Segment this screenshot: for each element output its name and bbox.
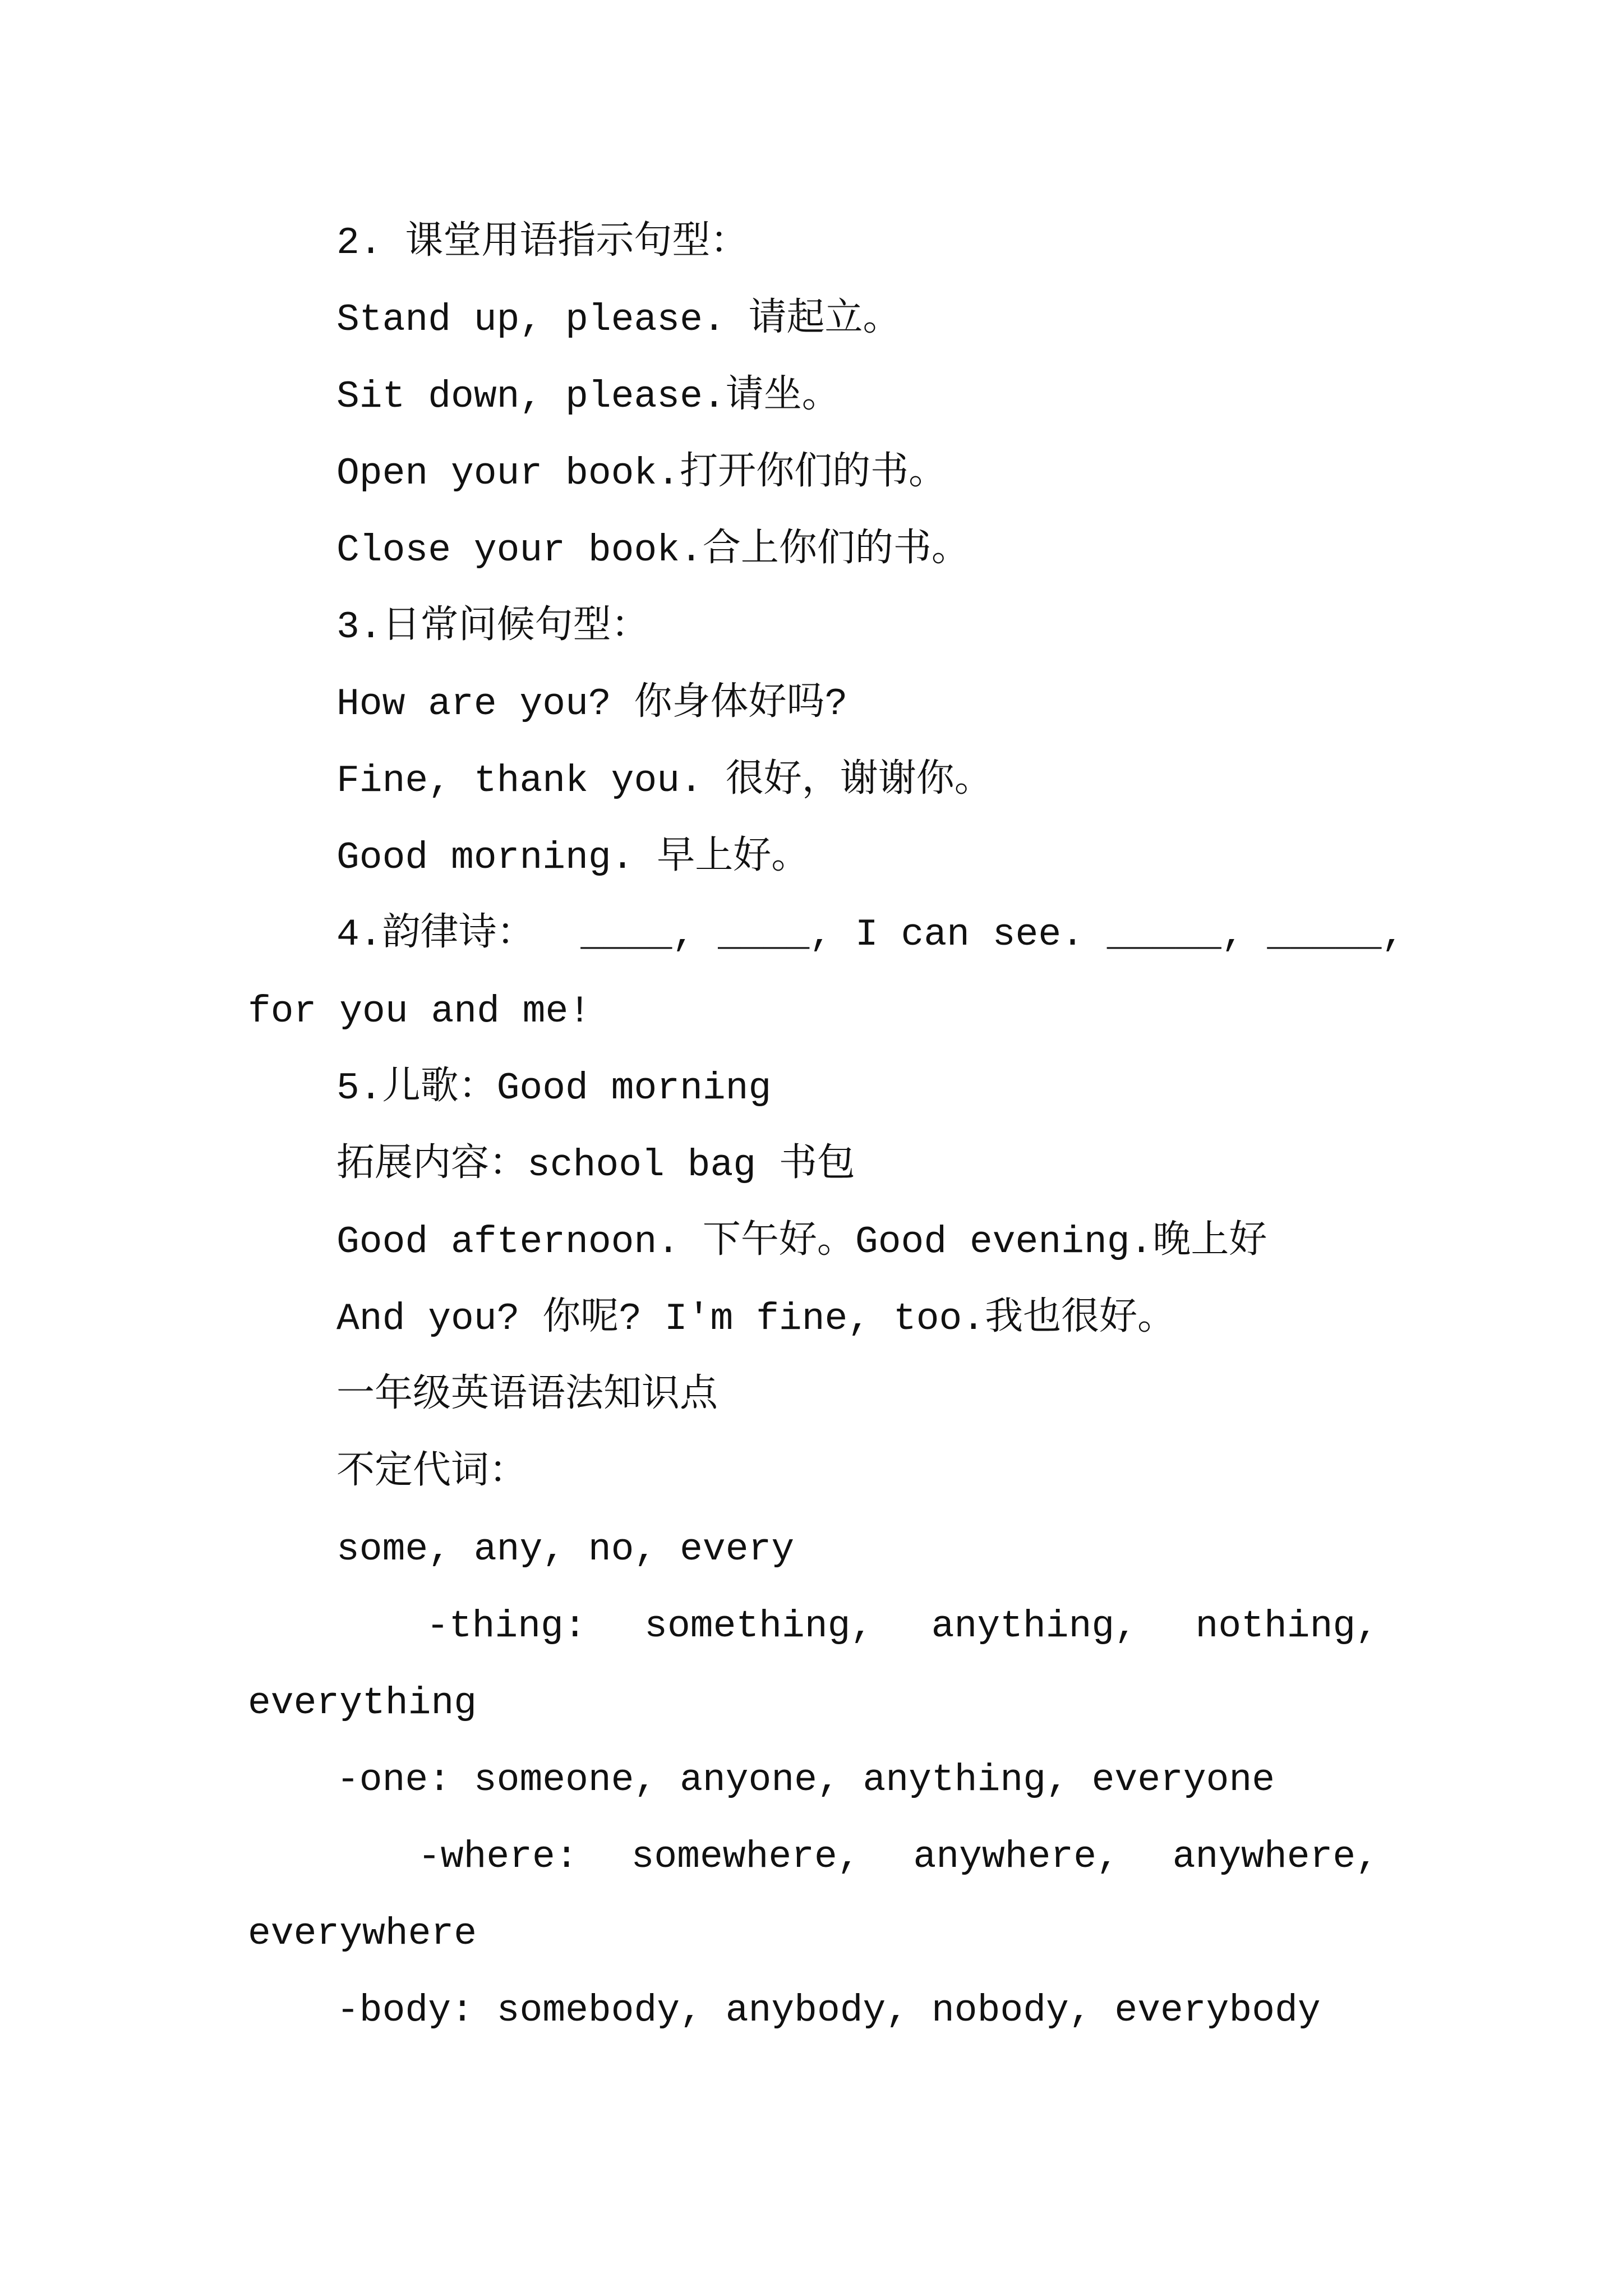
text-line-continued: everything — [248, 1682, 477, 1725]
text-line: 拓展内容：school bag 书包 — [336, 1144, 855, 1187]
text-line: Open your book.打开你们的书。 — [336, 452, 947, 495]
text-line: Good morning. 早上好。 — [336, 836, 810, 880]
heading-classroom-phrases: 2. 课堂用语指示句型： — [336, 222, 749, 265]
rhyme-line: 4.韵律诗： ____, ____, I can see. _____, _____, — [336, 913, 1405, 956]
text-line: Close your book.合上你们的书。 — [336, 529, 970, 572]
text-line: -body: somebody, anybody, nobody, everybody — [336, 1989, 1321, 2032]
heading-song: 5.儿歌：Good morning — [336, 1067, 772, 1110]
text-line: And you? 你呢? I'm fine, too.我也很好。 — [336, 1297, 1176, 1341]
rhyme-line-continued: for you and me! — [248, 990, 592, 1033]
text-line: Sit down, please.请坐。 — [336, 375, 840, 418]
text-line: How are you? 你身体好吗? — [336, 683, 848, 726]
heading-indefinite-pronouns: 不定代词： — [336, 1451, 528, 1494]
heading-grammar: 一年级英语语法知识点 — [336, 1374, 718, 1418]
text-line: -one: someone, anyone, anything, everyone — [336, 1759, 1275, 1802]
text-line-where: -where: somewhere, anywhere, anywhere, — [418, 1835, 1378, 1879]
text-line: Stand up, please. 请起立。 — [336, 298, 901, 342]
text-line: Good afternoon. 下午好。Good evening.晚上好 — [336, 1221, 1267, 1264]
text-line: some, any, no, every — [336, 1528, 795, 1571]
text-line-thing: -thing: something, anything, nothing, — [426, 1605, 1378, 1648]
heading-greetings: 3.日常问候句型： — [336, 606, 649, 649]
text-line-continued: everywhere — [248, 1912, 477, 1955]
text-line: Fine, thank you. 很好，谢谢你。 — [336, 760, 993, 803]
